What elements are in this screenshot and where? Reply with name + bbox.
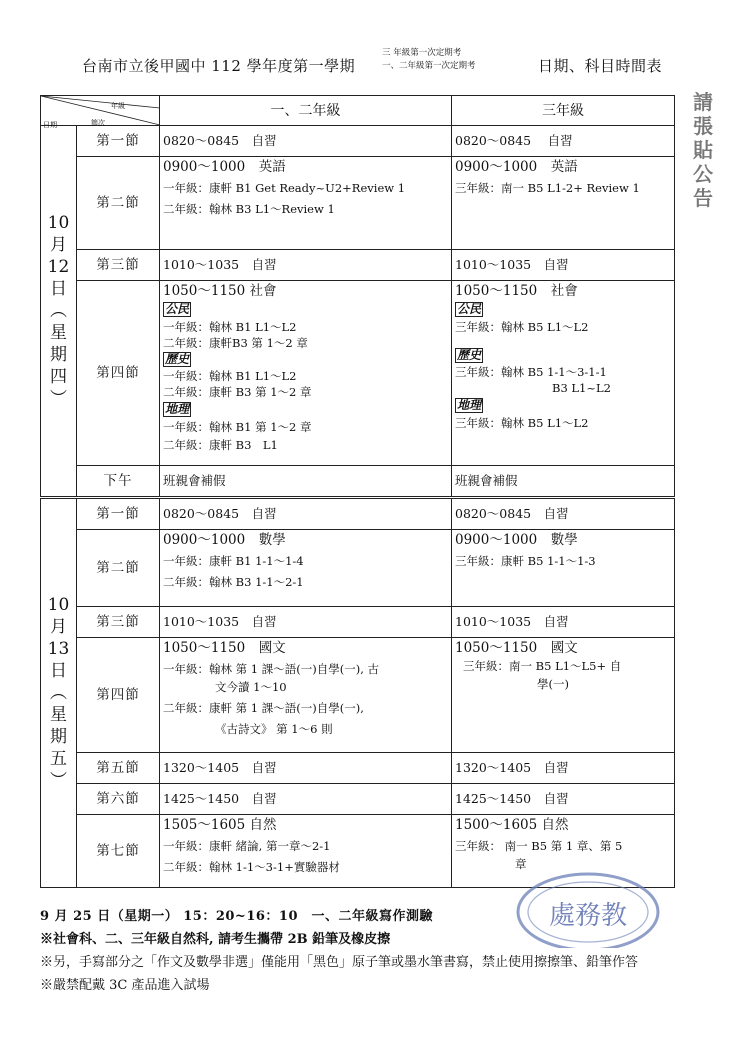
date-text: 13 (47, 639, 70, 659)
table-header-row (41, 96, 675, 126)
cell-grade3: 0820～0845 自習 (452, 498, 675, 530)
table-row (41, 126, 675, 157)
period-label: 第四節 (77, 281, 160, 466)
subject-tag-civics: 公民 (457, 302, 482, 316)
date-text: ︵ (50, 683, 67, 703)
scope-line: 三年級： 南一 B5 第 1 章、第 5 (455, 839, 623, 853)
scope-line: 一年級：翰林 B1 L1～L2 (163, 320, 297, 334)
scope-line: 三年級：翰林 B5 L1～L2 (455, 416, 589, 430)
scope-line: 二年級：翰林 1-1～3-1+實驗器材 (163, 860, 340, 874)
subject-title: 0900～1000 數學 (163, 532, 286, 548)
date-cell-oct13 (41, 498, 77, 888)
date-text: 10 (47, 595, 70, 615)
scope-line: 二年級：康軒 B3 L1 (163, 438, 278, 452)
period-label: 第一節 (77, 498, 160, 530)
corner-label-grade: 年級 (111, 102, 125, 110)
period-label: 第三節 (77, 250, 160, 281)
subject-title: 0900～1000 數學 (455, 532, 578, 548)
cell-grade12: 1010～1035 自習 (160, 607, 452, 638)
scope-line: 一年級：翰林 B1 第 1～2 章 (163, 420, 312, 434)
cell-grade3: 1010～1035 自習 (452, 607, 675, 638)
scope-line: 《古詩文》 第 1～6 則 (215, 722, 333, 736)
scope-line: 學(一) (537, 677, 569, 691)
table-row (41, 753, 675, 784)
scope-line: 三年級：翰林 B5 1-1～3-1-1 (455, 365, 607, 379)
cell-grade3: 班親會補假 (452, 466, 675, 498)
table-row (41, 498, 675, 530)
date-text: ︶ (50, 771, 67, 791)
scope-line: 二年級：康軒 B3 第 1～2 章 (163, 385, 312, 399)
column-header-grade3: 三年級 (452, 96, 675, 126)
scope-line: 二年級：翰林 B3 L1～Review 1 (163, 202, 335, 216)
date-text: 五 (50, 749, 67, 769)
table-row (41, 784, 675, 815)
subject-title: 0900～1000 英語 (455, 159, 578, 175)
cell-grade3: 0820～0845 自習 (452, 126, 675, 157)
subject-tag-geography: 地理 (457, 398, 482, 412)
subject-title: 1050～1150 社會 (455, 283, 578, 299)
period-label: 第二節 (77, 157, 160, 250)
cell-grade12: 1425～1450 自習 (160, 784, 452, 815)
date-text: 期 (50, 727, 67, 747)
table-row (41, 530, 675, 607)
cell-grade12: 1320～1405 自習 (160, 753, 452, 784)
scope-line: 章 (515, 857, 527, 871)
exam-line-grade3: 三 年級第一次定期考 (382, 48, 462, 58)
date-text: 月 (50, 235, 67, 255)
period-label: 第六節 (77, 784, 160, 815)
cell-grade12: 0820～0845 自習 (160, 126, 452, 157)
period-label: 第一節 (77, 126, 160, 157)
scope-line: 文今讀 1～10 (215, 680, 287, 694)
date-text: 月 (50, 617, 67, 637)
subject-tag-civics: 公民 (165, 302, 190, 316)
side-notice-text: 請張貼公告 (693, 90, 713, 210)
table-row (41, 466, 675, 498)
note-writing-test: 9 月 25 日（星期一） 15：20~16：10 一、二年級寫作測驗 (40, 909, 433, 924)
cell-grade12 (160, 281, 452, 466)
note-3c-ban: ※嚴禁配戴 3C 產品進入試場 (40, 978, 210, 993)
subject-tag-history: 歷史 (165, 352, 190, 366)
scope-line: 一年級：翰林 第 1 課～語(一)自學(一), 古 (163, 662, 380, 676)
date-text: 日 (50, 661, 67, 681)
period-label: 第七節 (77, 815, 160, 888)
subject-tag-history: 歷史 (457, 348, 482, 362)
table-row (41, 281, 675, 466)
date-text: 12 (47, 257, 70, 277)
scope-line: B3 L1~L2 (552, 381, 611, 395)
corner-label-period: 節次 (91, 119, 105, 127)
table-row (41, 250, 675, 281)
period-label: 下午 (77, 466, 160, 498)
scope-line: 一年級：康軒 B1 1-1～1-4 (163, 554, 304, 568)
table-row (41, 607, 675, 638)
period-label: 第二節 (77, 530, 160, 607)
cell-grade3: 1425～1450 自習 (452, 784, 675, 815)
title-exam-type (382, 47, 476, 73)
subject-tag-geography: 地理 (165, 402, 190, 416)
date-text: 10 (47, 213, 70, 233)
date-text: 期 (50, 345, 67, 365)
scope-line: 二年級：康軒B3 第 1～2 章 (163, 336, 308, 350)
note-pen-rules: ※另，手寫部分之「作文及數學非選」僅能用「黑色」原子筆或墨水筆書寫，禁止使用擦擦筆、鉛筆作答 (40, 955, 639, 970)
cell-grade12: 0820～0845 自習 (160, 498, 452, 530)
document-title (60, 47, 680, 77)
subject-title: 0900～1000 英語 (163, 159, 286, 175)
corner-cell (41, 96, 160, 129)
subject-title: 1050～1150 社會 (163, 283, 277, 299)
subject-title: 1050～1150 國文 (455, 640, 578, 656)
scope-line: 二年級：康軒 第 1 課～語(一)自學(一), (163, 701, 364, 715)
scope-line: 一年級：康軒 B1 Get Ready~U2+Review 1 (163, 181, 406, 195)
subject-title: 1050～1150 國文 (163, 640, 286, 656)
cell-grade12 (160, 157, 452, 250)
cell-grade3 (452, 530, 675, 607)
exam-line-grade12: 一、二年級第一次定期考 (382, 61, 476, 71)
date-text: 四 (50, 367, 67, 387)
cell-grade12: 班親會補假 (160, 466, 452, 498)
cell-grade3 (452, 281, 675, 466)
title-school-term: 台南市立後甲國中 112 學年度第一學期 (82, 57, 356, 75)
date-text: 日 (50, 279, 67, 299)
scope-line: 二年級：翰林 B3 1-1～2-1 (163, 575, 304, 589)
column-header-grade12: 一、二年級 (160, 96, 452, 126)
period-label: 第五節 (77, 753, 160, 784)
cell-grade12 (160, 530, 452, 607)
official-seal (510, 868, 660, 948)
scope-line: 一年級：康軒 緒論, 第一章～2-1 (163, 839, 331, 853)
scope-line: 三年級：南一 B5 L1～L5+ 自 (463, 659, 622, 673)
date-cell-oct12 (41, 126, 77, 498)
scope-line: 三年級：翰林 B5 L1～L2 (455, 320, 589, 334)
note-pencil: ※社會科、二、三年級自然科, 請考生攜帶 2B 鉛筆及橡皮擦 (40, 932, 391, 947)
corner-label-date: 日期 (43, 121, 57, 129)
scope-line: 一年級：翰林 B1 L1～L2 (163, 369, 297, 383)
table-row (41, 157, 675, 250)
scope-line: 三年級：南一 B5 L1-2+ Review 1 (455, 181, 640, 195)
cell-grade12 (160, 815, 452, 888)
cell-grade3: 1320～1405 自習 (452, 753, 675, 784)
side-notice (690, 90, 716, 210)
scope-line: 三年級：康軒 B5 1-1～1-3 (455, 554, 596, 568)
date-text: 星 (50, 705, 67, 725)
cell-grade12 (160, 638, 452, 753)
period-label: 第三節 (77, 607, 160, 638)
subject-title: 1505～1605 自然 (163, 817, 277, 833)
date-text: ︵ (50, 301, 67, 321)
schedule-table (40, 95, 675, 888)
cell-grade12: 1010～1035 自習 (160, 250, 452, 281)
table-row (41, 638, 675, 753)
period-label: 第四節 (77, 638, 160, 753)
cell-grade3 (452, 157, 675, 250)
cell-grade3 (452, 638, 675, 753)
date-text: ︶ (50, 389, 67, 409)
seal-text: 處務教 (548, 901, 628, 931)
cell-grade3: 1010～1035 自習 (452, 250, 675, 281)
date-text: 星 (50, 323, 67, 343)
subject-title: 1500～1605 自然 (455, 817, 569, 833)
title-tail: 日期、科目時間表 (538, 57, 663, 75)
